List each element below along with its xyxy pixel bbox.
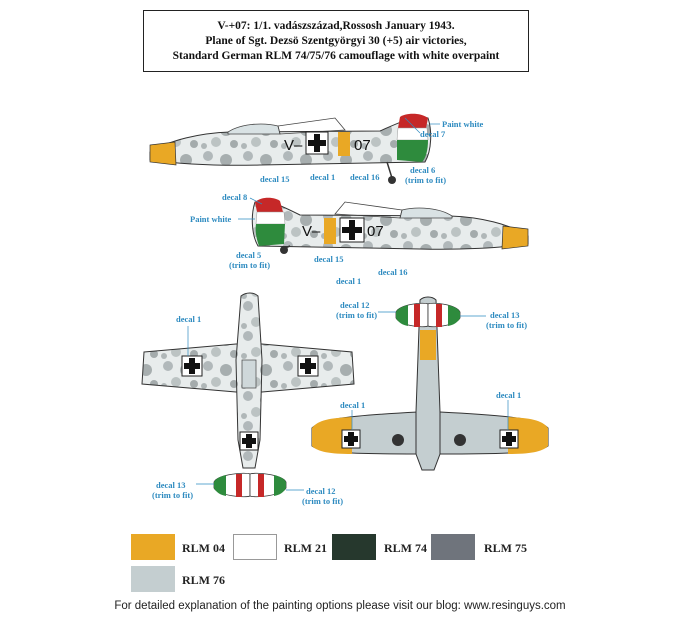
legend-label-rlm-75: RLM 75 [484, 541, 527, 555]
code-letter-bottom: V– [302, 223, 321, 240]
callout-decal-13-lower: decal 13 [490, 310, 520, 320]
callout-decal-1-top: decal 1 [310, 172, 336, 182]
callout-decal-5-note: (trim to fit) [229, 260, 271, 270]
callout-decal-1-lower-right: decal 1 [496, 390, 522, 400]
code-letter-top: V– [284, 137, 303, 154]
side-profile-right [150, 114, 431, 184]
title-line-1: V-+07: 1/1. vadászszázad,Rossosh January 1943. [217, 20, 455, 32]
callout-decal-12-lower: decal 12 [340, 300, 370, 310]
legend-label-rlm-76: RLM 76 [182, 573, 225, 587]
callout-decal-13-upper-note: (trim to fit) [152, 490, 194, 500]
legend-swatch-rlm-75 [431, 534, 475, 560]
legend-label-rlm-21: RLM 21 [284, 541, 327, 555]
title-line-2: Plane of Sgt. Dezsö Szentgyörgyi 30 (+5) air victories, [205, 35, 467, 47]
side-profile-left [252, 198, 528, 254]
callout-decal-6: decal 6 [410, 165, 436, 175]
callout-decal-12-upper-note: (trim to fit) [302, 496, 344, 506]
legend-label-rlm-74: RLM 74 [384, 541, 427, 555]
callout-decal-8: decal 8 [222, 192, 248, 202]
callout-decal-13-lower-note: (trim to fit) [486, 320, 528, 330]
callout-decal-1-upper: decal 1 [176, 314, 202, 324]
callout-decal-12-upper: decal 12 [306, 486, 336, 496]
callout-decal-16-bottom: decal 16 [378, 267, 408, 277]
legend-label-rlm-04: RLM 04 [182, 541, 225, 555]
callout-decal-15-bottom: decal 15 [314, 254, 344, 264]
callout-decal-6-note: (trim to fit) [405, 175, 447, 185]
callout-decal-5: decal 5 [236, 250, 262, 260]
callout-decal-1-lower-left: decal 1 [340, 400, 366, 410]
callout-paint-white-bottom: Paint white [190, 214, 232, 224]
code-number-top: 07 [354, 137, 371, 154]
callout-decal-13-upper: decal 13 [156, 480, 186, 490]
code-number-bottom: 07 [367, 223, 384, 240]
callout-decal-16-top: decal 16 [350, 172, 380, 182]
title-line-3: Standard German RLM 74/75/76 camouflage with white overpaint [172, 50, 500, 62]
upper-plan-view [142, 293, 354, 497]
callout-paint-white-top: Paint white [442, 119, 484, 129]
legend-swatch-rlm-04 [131, 534, 175, 560]
footer-blog-note: For detailed explanation of the painting options please visit our blog: www.resinguys.com [114, 600, 566, 612]
legend-swatch-rlm-76 [131, 566, 175, 592]
legend-swatch-rlm-21 [233, 534, 277, 560]
legend-swatch-rlm-74 [332, 534, 376, 560]
callout-decal-7: decal 7 [420, 129, 446, 139]
callout-decal-15-top: decal 15 [260, 174, 290, 184]
callout-decal-12-lower-note: (trim to fit) [336, 310, 378, 320]
callout-decal-1-bottom: decal 1 [336, 276, 362, 286]
